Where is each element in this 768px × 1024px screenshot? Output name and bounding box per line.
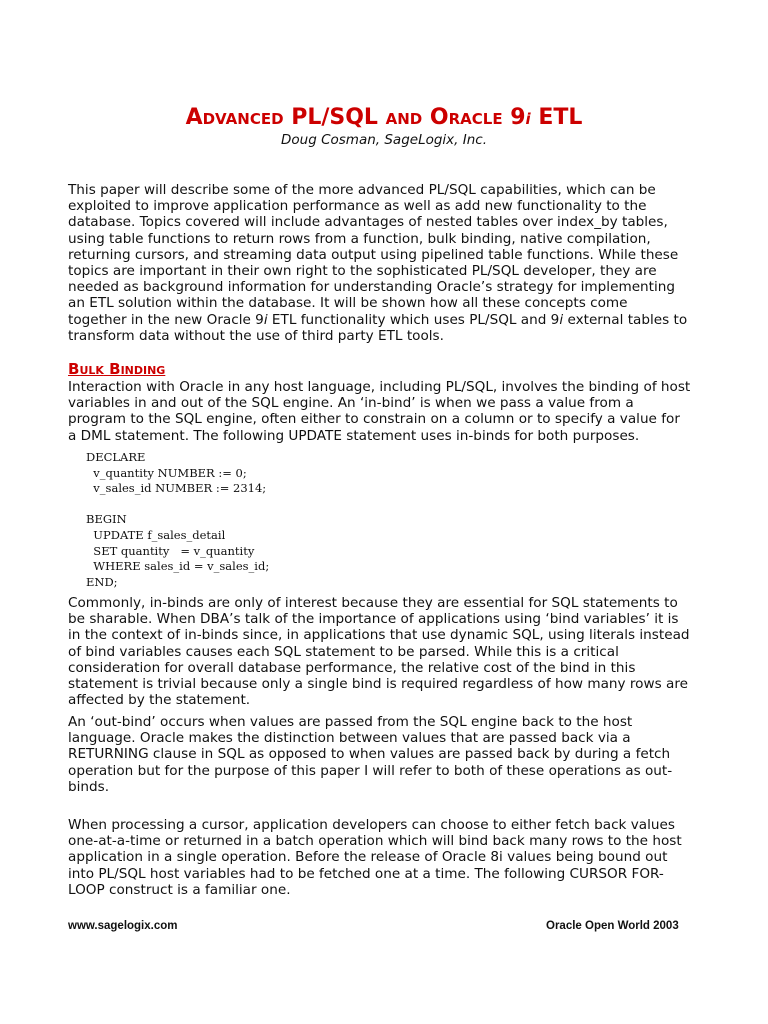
inbind-paragraph	[68, 595, 708, 708]
intro-text-segment: external tables to	[563, 311, 688, 328]
title-italic-i: i	[525, 110, 531, 128]
cursor-line: application in a single operation. Before the release of Oracle 8i values being bound out	[68, 849, 668, 866]
outbind-paragraph	[68, 714, 708, 795]
heading-word-bulk: ULK	[79, 364, 104, 377]
footer-website: www.sagelogix.com	[68, 920, 178, 932]
cursor-paragraph	[68, 817, 708, 898]
outbind-line: An ‘out-bind’ occurs when values are passed from the SQL engine back to the host	[68, 714, 633, 730]
intro-paragraph	[68, 182, 708, 344]
intro-line-9i	[68, 312, 708, 328]
code-block-update: DECLARE v_quantity NUMBER := 0; v_sales_id NUMBER := 2314; BEGIN UPDATE f_sales_detail SET quantity = v_quantity WHERE sales_id = v_sales_id; END;	[86, 450, 270, 589]
intro-italic-i: i	[559, 311, 564, 328]
section-heading-bulk-binding	[68, 360, 165, 380]
heading-initial-b: B	[68, 360, 80, 378]
bulk-line: a DML statement. The following UPDATE statement uses in-binds for both purposes.	[68, 427, 640, 444]
intro-line: using table functions to return rows from a function, bulk binding, native compilation,	[68, 230, 651, 247]
heading-initial-b2: B	[103, 360, 121, 378]
intro-line: exploited to improve application performance as well as add new functionality to the	[68, 198, 647, 215]
inbind-line: consideration for overall database performance, the relative cost of the bind in this	[68, 659, 636, 676]
intro-line: an ETL solution within the database. It will be shown how all these concepts come	[68, 295, 628, 312]
author-line: Doug Cosman, SageLogix, Inc.	[281, 132, 487, 148]
outbind-line: language. Oracle makes the distinction between values that are passed back via a	[68, 730, 631, 747]
inbind-line: statement is trivial because only a single bind is required regardless of how many rows are	[68, 676, 689, 693]
outbind-line: operation but for the purpose of this paper I will refer to both of these operations as out-	[68, 762, 673, 779]
inbind-line: in the context of in-binds since, in applications that use dynamic SQL, using literals instead	[68, 627, 690, 644]
bulk-line: program to the SQL engine, often either to constrain on a column or to specify a value for	[68, 411, 680, 428]
inbind-line: of bind variables causes each SQL statement to be parsed. While this is a critical	[68, 643, 619, 660]
title-number-nine: 9	[502, 105, 526, 130]
bulk-binding-paragraph	[68, 379, 708, 444]
outbind-line: binds.	[68, 778, 110, 795]
inbind-line: be sharable. When DBA’s talk of the importance of applications using ‘bind variables’ it is	[68, 611, 679, 628]
intro-line: This paper will describe some of the more advanced PL/SQL capabilities, which can be	[68, 182, 656, 198]
title-word-advanced: DVANCED	[202, 110, 284, 128]
intro-text-segment: together in the new Oracle 9	[68, 311, 264, 328]
title-word-oracle: RACLE	[448, 110, 503, 128]
intro-line: topics are important in their own right to the sophisticated PL/SQL developer, they are	[68, 263, 657, 280]
bulk-line: variables in and out of the SQL engine. An ‘in-bind’ is when we pass a value from a	[68, 395, 634, 412]
title-initial-o: O	[422, 105, 449, 130]
title-word-plsql: PL/SQL	[283, 105, 386, 130]
cursor-line: one-at-a-time or returned in a batch operation which will bind back many rows to the host	[68, 833, 682, 850]
title-initial-a: A	[185, 105, 203, 130]
cursor-line: LOOP construct is a familiar one.	[68, 881, 291, 898]
heading-word-binding: INDING	[120, 364, 166, 377]
bulk-line: Interaction with Oracle in any host language, including PL/SQL, involves the binding of host	[68, 379, 691, 395]
footer-event: Oracle Open World 2003	[546, 920, 679, 932]
outbind-line: RETURNING clause in SQL as opposed to when values are passed back by during a fetch	[68, 746, 671, 763]
intro-line: database. Topics covered will include advantages of nested tables over index_by tables,	[68, 214, 668, 231]
title-word-etl: ETL	[530, 105, 583, 130]
intro-line: returning cursors, and streaming data output using pipelined table functions. While these	[68, 246, 679, 263]
inbind-line: affected by the statement.	[68, 692, 251, 709]
intro-line: needed as background information for understanding Oracle’s strategy for implementing	[68, 279, 676, 296]
intro-italic-i: i	[263, 311, 268, 328]
inbind-line: Commonly, in-binds are only of interest because they are essential for SQL statements to	[68, 595, 678, 611]
cursor-line: When processing a cursor, application developers can choose to either fetch back values	[68, 817, 675, 833]
document-title	[0, 104, 768, 133]
intro-text-segment: ETL functionality which uses PL/SQL and 9	[267, 311, 560, 328]
title-word-and: AND	[385, 110, 423, 128]
intro-line: transform data without the use of third party ETL tools.	[68, 327, 444, 344]
cursor-line: into PL/SQL host variables had to be fetched one at a time. The following CURSOR FOR-	[68, 865, 664, 882]
